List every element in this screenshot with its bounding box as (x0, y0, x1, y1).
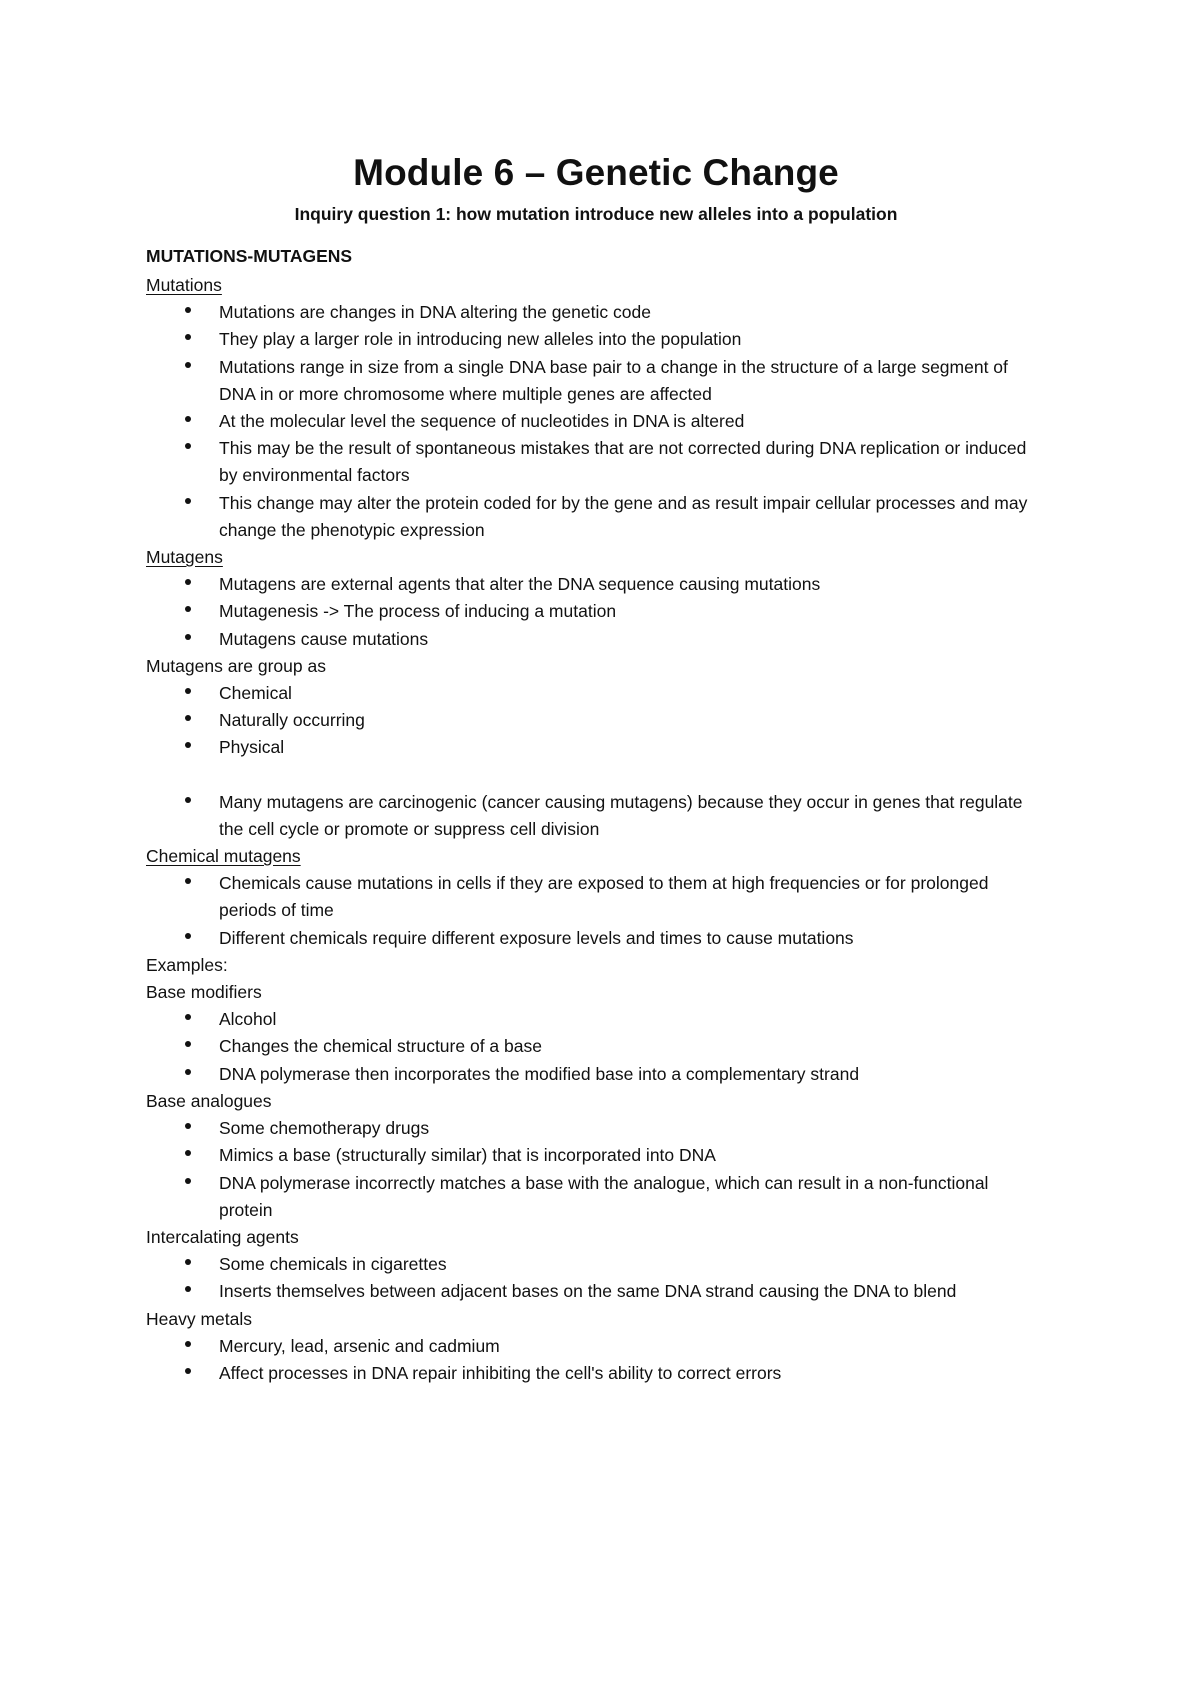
groups-heading: Mutagens are group as (146, 655, 326, 676)
chemical-mutagens-heading: Chemical mutagens (146, 846, 301, 867)
bullet-icon (185, 443, 191, 449)
list-item (219, 408, 1046, 435)
list-item (219, 490, 1046, 544)
bullet-icon (185, 878, 191, 884)
mutagens-list (146, 571, 1046, 653)
list-item-text: This change may alter the protein coded for by the gene and as result impair cellular processes and may change the phenotypic expression (219, 492, 1028, 540)
examples-label: Examples: (146, 954, 228, 975)
bullet-icon (185, 634, 191, 640)
chemical-mutagens-list (146, 870, 1046, 952)
list-item-text: Mutations are changes in DNA altering the genetic code (219, 302, 651, 323)
list-item (219, 789, 1046, 843)
bullet-icon (185, 1041, 191, 1047)
list-item-text: Mutations range in size from a single DNA base pair to a change in the structure of a large segment of DNA in or more chromosome where multiple genes are affected (219, 356, 1008, 404)
list-item (219, 1360, 1046, 1387)
base-analogues-heading: Base analogues (146, 1090, 272, 1111)
bullet-icon (185, 1286, 191, 1292)
bullet-icon (185, 688, 191, 694)
heavy-metals-heading: Heavy metals (146, 1308, 253, 1329)
bullet-icon (185, 1259, 191, 1265)
list-item-text: At the molecular level the sequence of nucleotides in DNA is altered (219, 411, 745, 432)
list-item (219, 626, 1046, 653)
list-item (219, 435, 1046, 489)
list-item (219, 354, 1046, 408)
list-item-text: Alcohol (219, 1009, 277, 1030)
bullet-icon (185, 1014, 191, 1020)
list-item (219, 326, 1046, 353)
mutagens-heading: Mutagens (146, 547, 223, 568)
bullet-icon (185, 606, 191, 612)
list-item (219, 925, 1046, 952)
list-item-text: Affect processes in DNA repair inhibiting the cell's ability to correct errors (219, 1362, 782, 1383)
bullet-icon (185, 1123, 191, 1129)
section-heading: MUTATIONS-MUTAGENS (146, 246, 353, 266)
bullet-icon (185, 1341, 191, 1347)
list-item (219, 1278, 1046, 1305)
list-item (219, 1333, 1046, 1360)
list-item-text: Mercury, lead, arsenic and cadmium (219, 1335, 500, 1356)
bullet-icon (185, 715, 191, 721)
base-analogues-list (146, 1115, 1046, 1224)
list-item (219, 1006, 1046, 1033)
list-item (219, 1170, 1046, 1224)
list-item (219, 1251, 1046, 1278)
heavy-metals-list (146, 1333, 1046, 1387)
base-modifiers-list (146, 1006, 1046, 1088)
list-item (219, 1033, 1046, 1060)
list-item-text: DNA polymerase then incorporates the modified base into a complementary strand (219, 1063, 860, 1084)
list-item-text: Mimics a base (structurally similar) that is incorporated into DNA (219, 1145, 716, 1166)
bullet-icon (185, 1150, 191, 1156)
bullet-icon (185, 579, 191, 585)
list-item-text: They play a larger role in introducing new alleles into the population (219, 329, 742, 350)
bullet-icon (185, 933, 191, 939)
bullet-icon (185, 307, 191, 313)
intercalating-agents-heading: Intercalating agents (146, 1226, 299, 1247)
list-item (219, 707, 1046, 734)
list-item (219, 870, 1046, 924)
list-item-text: This may be the result of spontaneous mistakes that are not corrected during DNA replication or induced by environmental factors (219, 438, 1027, 486)
list-item-text: Different chemicals require different exposure levels and times to cause mutations (219, 927, 854, 948)
list-item-text: Mutagens cause mutations (219, 628, 429, 649)
list-item-text: Naturally occurring (219, 710, 365, 731)
list-item (219, 680, 1046, 707)
bullet-icon (185, 334, 191, 340)
list-item (219, 1061, 1046, 1088)
bullet-icon (185, 1178, 191, 1184)
bullet-icon (185, 742, 191, 748)
bullet-icon (185, 1069, 191, 1075)
list-item (219, 571, 1046, 598)
list-item-text: Mutagenesis -> The process of inducing a mutation (219, 601, 617, 622)
list-item-text: Changes the chemical structure of a base (219, 1036, 542, 1057)
list-item-text: Physical (219, 737, 285, 758)
bullet-icon (185, 416, 191, 422)
intercalating-agents-list (146, 1251, 1046, 1305)
list-item-text: DNA polymerase incorrectly matches a base with the analogue, which can result in a non-functional protein (219, 1172, 989, 1220)
list-item (219, 734, 1046, 761)
mutations-list (146, 299, 1046, 544)
page-title: Module 6 – Genetic Change (353, 152, 839, 193)
bullet-icon (185, 362, 191, 368)
bullet-icon (185, 498, 191, 504)
list-item-text: Some chemicals in cigarettes (219, 1254, 447, 1275)
list-item (219, 1115, 1046, 1142)
bullet-icon (185, 1368, 191, 1374)
list-item-text: Many mutagens are carcinogenic (cancer causing mutagens) because they occur in genes that regulate the cell cycle or promote or suppress cell division (219, 791, 1023, 839)
list-item-text: Some chemotherapy drugs (219, 1118, 430, 1139)
list-item-text: Mutagens are external agents that alter the DNA sequence causing mutations (219, 574, 821, 595)
bullet-icon (185, 797, 191, 803)
list-item (219, 1142, 1046, 1169)
list-item (219, 299, 1046, 326)
list-item-text: Chemical (219, 683, 292, 704)
base-modifiers-heading: Base modifiers (146, 982, 262, 1003)
list-item (219, 598, 1046, 625)
list-item-text: Inserts themselves between adjacent bases on the same DNA strand causing the DNA to blend (219, 1281, 957, 1302)
list-item-text: Chemicals cause mutations in cells if they are exposed to them at high frequencies or for prolonged periods of time (219, 873, 989, 921)
document-content (146, 150, 1046, 1387)
groups-list (146, 680, 1046, 843)
mutations-heading: Mutations (146, 275, 222, 295)
inquiry-question: Inquiry question 1: how mutation introduce new alleles into a population (294, 204, 898, 224)
